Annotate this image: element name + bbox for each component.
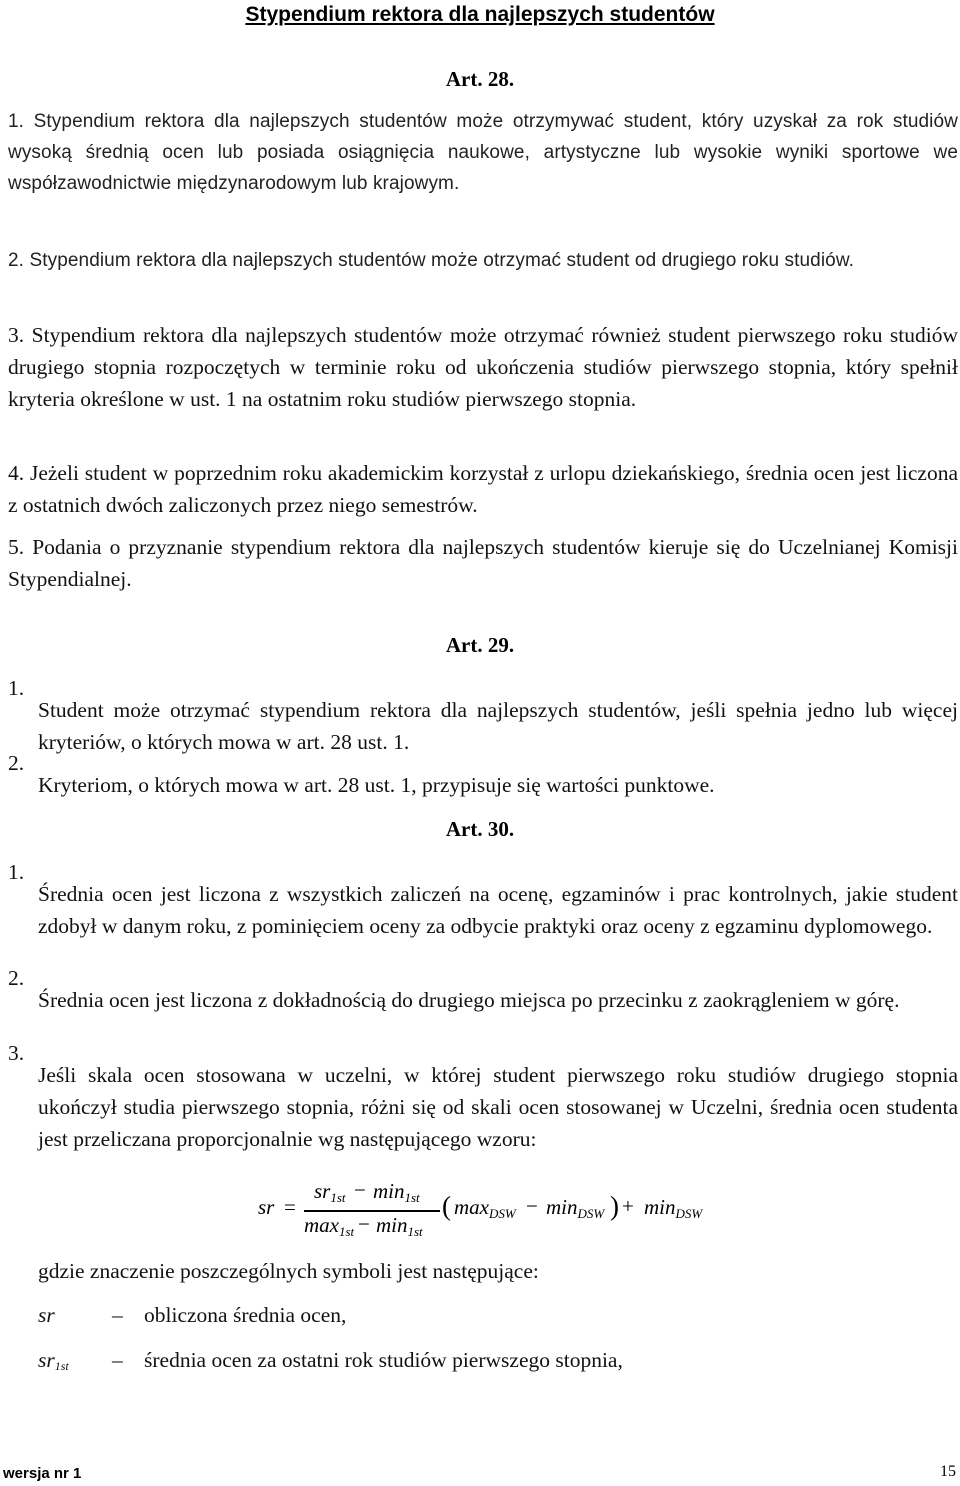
formula-denominator-min: $\min_{1st}$ xyxy=(376,1213,423,1239)
document-title: Stypendium rektora dla najlepszych studentów xyxy=(245,3,715,26)
formula-min2-dsw: $\min_{DSW}$ xyxy=(644,1195,703,1221)
paragraph-number: 3. xyxy=(8,323,25,347)
paragraph-text: Jeśli skala ocen stosowana w uczelni, w której student pierwszego roku studiów drugiego stopnia ukończył studia pierwszego stopnia, różni się od skali ocen stosowanej w Uczelni, średnia ocen studenta jest przeliczana proporcjonalnie wg następującego wzoru: xyxy=(38,1062,958,1151)
paragraph-text: Podania o przyznanie stypendium rektora dla najlepszych studentów kieruje się do Uczelnianej Komisji Stypendialnej. xyxy=(8,535,958,591)
article-29-heading: Art. 29. xyxy=(445,633,515,657)
symbol: $sr_{1st}$ xyxy=(38,1348,69,1373)
art29-paragraph-2 xyxy=(8,747,958,822)
footer-version: wersja nr 1 xyxy=(3,1465,82,1482)
art28-paragraph-2 xyxy=(8,245,958,276)
symbol-description: obliczona średnia ocen, xyxy=(144,1303,347,1327)
art28-paragraph-1 xyxy=(8,106,958,199)
paragraph-number: 5. xyxy=(8,535,25,559)
paragraph-text: Stypendium rektora dla najlepszych studentów może otrzymywać student, który uzyskał za rok studiów wysoką średnią ocen lub posiada osiągnięcia naukowe, artystyczne lub wysokie wyniki sportowe we współzawodnictwie międzynarodowym lub krajowym. xyxy=(8,111,958,194)
paragraph-number: 1. xyxy=(8,111,25,132)
formula-equals: = xyxy=(284,1195,296,1219)
formula-lhs: sr xyxy=(258,1195,275,1219)
paragraph-text: Średnia ocen jest liczona z dokładnością do drugiego miejsca po przecinku z zaokrągleniem w górę. xyxy=(38,987,900,1012)
formula-min-dsw: $\min_{DSW}$ xyxy=(546,1195,605,1221)
article-28-heading: Art. 28. xyxy=(445,67,515,91)
formula-plus: + xyxy=(622,1194,634,1218)
formula-numerator-sr: $sr_{1st}$ xyxy=(314,1179,346,1205)
formula-open-paren: ( xyxy=(442,1191,451,1221)
paragraph-number: 2. xyxy=(8,751,25,775)
fraction-bar xyxy=(304,1210,440,1212)
art28-paragraph-5 xyxy=(8,531,958,595)
symbol-dash: – xyxy=(112,1303,123,1327)
art28-paragraph-3 xyxy=(8,319,958,415)
art28-paragraph-4 xyxy=(8,457,958,521)
paragraph-text: Stypendium rektora dla najlepszych studentów może otrzymać student od drugiego roku studiów. xyxy=(29,250,854,271)
symbol-description: średnia ocen za ostatni rok studiów pierwszego stopnia, xyxy=(144,1348,623,1372)
paragraph-number: 3. xyxy=(8,1041,25,1065)
paragraph-text: Średnia ocen jest liczona z wszystkich zaliczeń na ocenę, egzaminów i prac kontrolnych, jakie student zdobył w danym roku, z pominięciem oceny za odbycie praktyki oraz oceny z egzaminu dyplomowego. xyxy=(38,881,958,938)
paragraph-text: Jeżeli student w poprzednim roku akademickim korzystał z urlopu dziekańskiego, średnia ocen jest liczona z ostatnich dwóch zaliczonych przez niego semestrów. xyxy=(8,461,959,517)
article-30-heading: Art. 30. xyxy=(445,817,515,841)
paragraph-number: 2. xyxy=(8,966,25,990)
formula-denominator-minus: − xyxy=(358,1212,370,1236)
paragraph-number: 4. xyxy=(8,461,25,485)
art30-paragraph-1 xyxy=(8,856,958,963)
symbol-row xyxy=(38,1345,838,1375)
paragraph-text: Kryteriom, o których mowa w art. 28 ust. 1, przypisuje się wartości punktowe. xyxy=(38,772,715,797)
paragraph-number: 1. xyxy=(8,860,25,884)
footer-page-number: 15 xyxy=(940,1463,956,1480)
symbol-row xyxy=(38,1300,838,1330)
symbols-intro: gdzie znaczenie poszczególnych symboli jest następujące: xyxy=(38,1259,539,1283)
formula-numerator-min: $\min_{1st}$ xyxy=(373,1179,420,1205)
symbol-dash: – xyxy=(112,1348,123,1372)
paragraph-number: 2. xyxy=(8,250,25,271)
formula-close-paren: ) xyxy=(610,1191,619,1221)
formula-max-dsw: $\max_{DSW}$ xyxy=(454,1195,516,1221)
formula-minus: − xyxy=(526,1194,538,1218)
formula-numerator-minus: − xyxy=(354,1178,366,1202)
art30-paragraph-2 xyxy=(8,962,958,1037)
formula-denominator-max: $\max_{1st}$ xyxy=(304,1213,355,1239)
paragraph-text: Stypendium rektora dla najlepszych studentów może otrzymać również student pierwszego roku studiów drugiego stopnia rozpoczętych w terminie roku od ukończenia studiów pierwszego stopnia, który spełnił kryteria określone w ust. 1 na ostatnim roku studiów pierwszego stopnia. xyxy=(8,323,959,411)
conversion-formula xyxy=(258,1175,738,1245)
art30-paragraph-3 xyxy=(8,1037,958,1176)
paragraph-text: Student może otrzymać stypendium rektora dla najlepszych studentów, jeśli spełnia jedno lub więcej kryteriów, o których mowa w art. 28 ust. 1. xyxy=(38,697,958,754)
symbol: sr xyxy=(38,1303,55,1327)
paragraph-number: 1. xyxy=(8,676,25,700)
